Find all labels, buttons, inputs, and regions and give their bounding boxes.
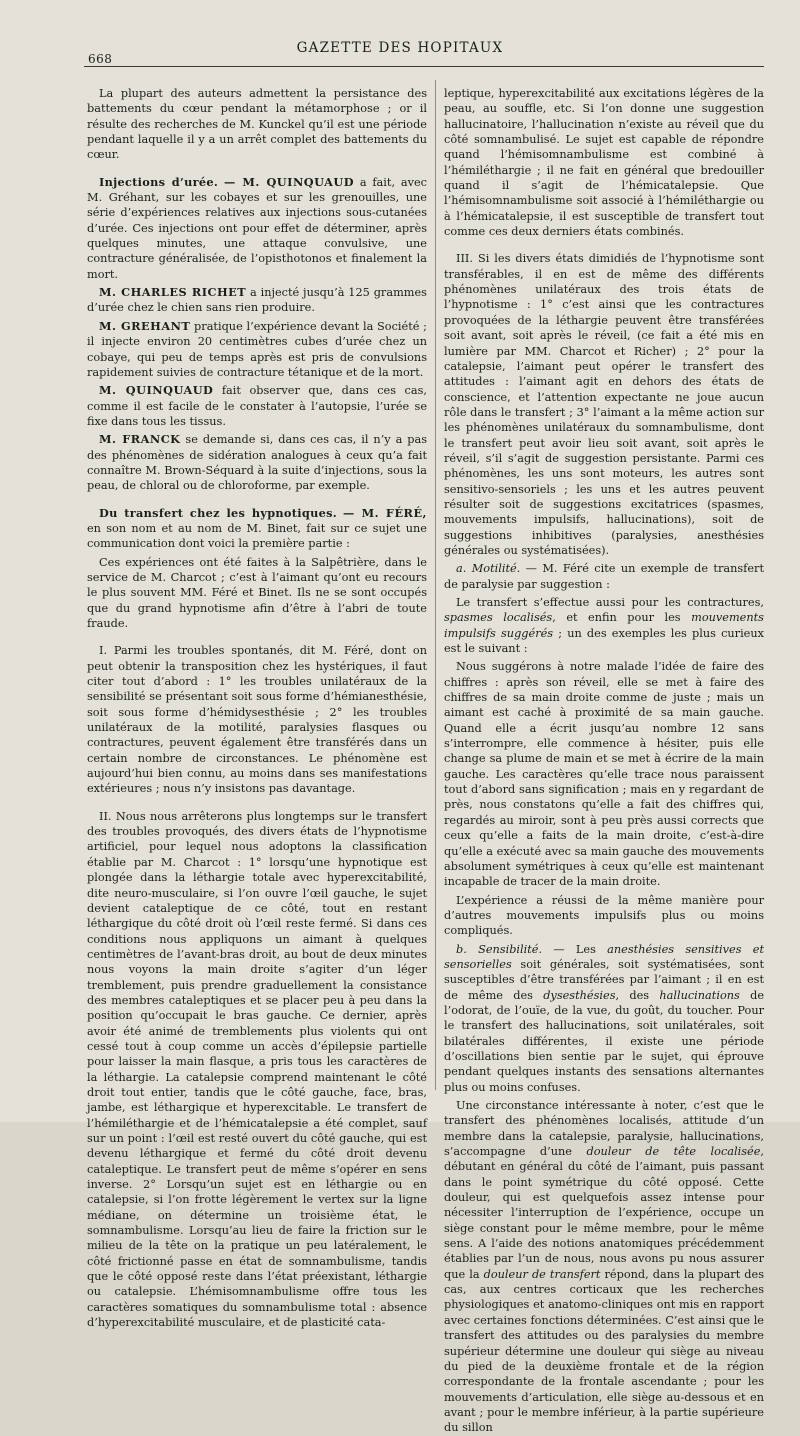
italic-term: mouvements impulsifs suggérés — [444, 611, 764, 640]
paragraph — [87, 175, 427, 282]
paragraph-text: en son nom et au nom de M. Binet, fait sur ce sujet une communication dont voici la première partie : — [87, 521, 427, 551]
paragraph-text: pratique l’expérience devant la Société ; il injecte environ 20 centimètres cubes d’urée chez un cobaye, qui peu de temps après est pris de convulsions rapidement suivies de contracture tétanique et de la mort. — [87, 319, 427, 379]
italic-term: dysesthésies — [543, 988, 616, 1002]
paragraph: II. Nous nous arrêterons plus longtemps sur le transfert des troubles provoqués, des divers états de l’hypnotisme artificiel, pour lequel nous adoptons la classification établie par M. Charcot : 1° lorsqu’une hypnotique est plongée dans la léthargie totale avec hyperexcitabilité, dite neuro-musculaire, si l’on ouvre l’œil gauche, le sujet devient cataleptique de ce côté, tout en restant léthargique du côté droit où l’œil reste fermé. Si dans ces conditions nous appliquons un aimant à quelques centimètres de l’avant-bras droit, au bout de deux minutes nous voyons la main droite s’agiter d’un léger tremblement, puis prendre graduellement la consistance des membres cataleptiques et se placer peu à peu dans la position qu’occupait le bras gauche. Ce dernier, après avoir été animé de tremblements plus violents qui ont cessé tout à coup comme un accès d’épilepsie partielle pour laisser la main flasque, a pris tous les caractères de la léthargie. La catalepsie comprend maintenant le côté droit tout entier, tandis que le côté gauche, face, bras, jambe, est léthargique et hyperexcitable. Le transfert de l’hémiléthargie et de l’hémicatalepsie a été complet, sauf sur un point : l’œil est resté ouvert du côté gauche, qui est devenu léthargique et fermé du côté droit devenu cataleptique. Le transfert peut de même s’opérer en sens inverse. 2° Lorsqu’un sujet est en léthargie ou en catalepsie, si l’on frotte légèrement le vertex sur la ligne médiane, on détermine un troisième état, le somnambulisme. Lorsqu’au lieu de faire la friction sur le milieu de la tête on la pratique un peu latéralement, le côté frictionné passe en état de somnambulisme, tandis que le côté opposé reste dans l’état préexistant, léthargie ou catalepsie. L’hémisomnambulisme offre tous les caractères somatiques du somnambulisme total : absence d’hyperexcitabilité musculaire, et de plasticité cata- — [87, 809, 427, 1330]
paragraph: Ces expériences ont été faites à la Salpêtrière, dans le service de M. Charcot ; c’est à l’aimant qu’ont eu recours le plus souvent MM. Féré et Binet. Ils ne se sont occupés que du grand hypnotisme afin d’être à l’abri de toute fraude. — [87, 555, 427, 630]
paragraph-text: , et enfin pour les — [552, 611, 692, 625]
subsection-label: a. Motilité. — [456, 562, 521, 576]
italic-term: hallucinations — [659, 988, 740, 1002]
paragraph: I. Parmi les troubles spontanés, dit M. Féré, dont on peut obtenir la transposition chez les hystériques, il faut citer tout d’abord : 1° les troubles unilatéraux de la sensibilité se présentant soit sous forme d’hémianesthésie, soit sous forme d’hémidysesthésie ; 2° les troubles unilatéraux de la motilité, paralysies flasques ou contractures, peuvent également être transférés dans un certain nombre de circonstances. Le phénomène est aujourd’hui bien connu, au moins dans ses manifestations extérieures ; nous n’y insistons pas davantage. — [87, 644, 427, 796]
paragraph-text: de l’odorat, de l’ouïe, de la vue, du goût, du toucher. Pour le transfert des hallucinations, soit unilatérales, soit bilatérales différentes, il existe une période d’oscillations bien sentie par le sujet, qui éprouve pendant quelques instants des sensations alternantes plus ou moins confuses. — [444, 988, 765, 1094]
paragraph-text: , débutant en général du côté de l’aimant, puis passant dans le point symétrique du côté opposé. Cette douleur, qui est quelquefois assez intense pour nécessiter l’interruption de l’expérience, occupe un siège constant pour le même membre, pour le même sens. A l’aide des notions anatomiques précédemment établies par l’un de nous, nous avons pu nous assurer que la — [444, 1145, 765, 1281]
author-name: M. FRANCK — [99, 432, 181, 447]
italic-term: spasmes localisés — [444, 611, 553, 625]
column-divider — [435, 80, 436, 1090]
paragraph — [87, 383, 427, 429]
paragraph — [87, 432, 427, 493]
paragraph — [444, 561, 764, 592]
italic-term: douleur de transfert — [483, 1267, 601, 1281]
author-name: — M. FÉRÉ, — [342, 505, 427, 520]
paragraph — [87, 506, 427, 552]
section-heading: Du transfert chez les hypnotiques. — [99, 505, 337, 520]
section-heading: Injections d’urée. — [99, 174, 219, 189]
paragraph-text: — Les — [542, 942, 608, 956]
paragraph: leptique, hyperexcitabilité aux excitations légères de la peau, au souffle, etc. Si l’on donne une suggestion hallucinatoire, l’hallucination n’existe au réveil que du côté somnambulisé. Le sujet est capable de répondre quand l’hémisomnambulisme est combiné à l’hémiléthargie ; il ne fait en général que bredouiller quand il s’agit de l’hémicatalepsie. Que l’hémisomnambulisme soit associé à l’hémiléthargie ou à l’hémicatalepsie, il est susceptible de transfert tout comme ces deux derniers états combinés. — [444, 87, 764, 239]
paragraph — [444, 595, 764, 656]
italic-term: anesthésies sensitives et sensorielles — [444, 942, 764, 971]
right-column — [444, 76, 765, 1435]
author-name: M. CHARLES RICHET — [99, 285, 247, 300]
paragraph-text: a fait, avec M. Gréhant, sur les cobayes et sur les grenouilles, une série d’expériences relatives aux injections sous-cutanées d’urée. Ces injections ont pour effet de déterminer, après quelques minutes, une attaque convulsive, une contracture généralisée, de l’opisthotonos et finalement la mort. — [87, 175, 427, 281]
author-name: M. QUINQUAUD — [99, 383, 214, 398]
paragraph-text: soit générales, soit systématisées, sont susceptibles d’être transférées par l’aimant ; il en est de même des — [444, 957, 764, 1002]
header-rule — [84, 66, 764, 67]
paragraph-text: ; un des exemples les plus curieux est le suivant : — [444, 626, 765, 656]
paragraph — [87, 319, 427, 380]
left-column — [87, 76, 427, 1330]
paragraph-text: fait observer que, dans ces cas, comme il est facile de le constater à l’autopsie, l’urée se fixe dans tous les tissus. — [87, 384, 427, 428]
paragraph-text: a injecté jusqu’à 125 grammes d’urée chez le chien sans rien produire. — [87, 286, 427, 315]
subsection-label: b. Sensibilité. — [456, 942, 543, 956]
paragraph — [444, 1098, 764, 1436]
paragraph-text: se demande si, dans ces cas, il n’y a pas des phénomènes de sidération analogues à ceux qu’a fait connaître M. Brown-Séquard à la suite d’injections, sous la peau, de chloral ou de chloroforme, par exemple. — [87, 433, 427, 493]
paragraph: La plupart des auteurs admettent la persistance des battements du cœur pendant la métamorphose ; or il résulte des recherches de M. Kunckel qu’il est une période pendant laquelle il y a un arrêt complet des battements du cœur. — [87, 87, 427, 162]
paragraph — [444, 942, 764, 1095]
italic-term: douleur de tête localisée — [586, 1145, 761, 1159]
paragraph: L’expérience a réussi de la même manière pour d’autres mouvements impulsifs plus ou moins compliqués. — [444, 893, 764, 938]
journal-title: GAZETTE DES HOPITAUX — [296, 40, 504, 56]
paragraph-text: répond, dans la plupart des cas, aux centres corticaux que les recherches physiologiques et anatomo-cliniques ont mis en rapport avec certaines fonctions déterminées. C’est ainsi que le transfert des attitudes ou des paralysies du membre supérieur détermine une douleur qui siège au niveau du pied de la deuxième frontale et de la région correspondante de la frontale ascendante ; pour les mouvements d’articulation, elle siège au-dessous et en avant ; pour le membre inférieur, à la partie supérieure du sillon — [444, 1267, 765, 1435]
paragraph-text: Une circonstance intéressante à noter, c’est que le transfert des phénomènes localisés, attitude d’un membre dans la catalepsie, paralysie, hallucinations, s’accompagne d’une — [444, 1099, 764, 1159]
paragraph-text: , des — [615, 988, 660, 1002]
author-name: — M. QUINQUAUD — [223, 174, 355, 189]
paragraph-text: — M. Féré cite un exemple de transfert de paralysie par suggestion : — [444, 562, 764, 591]
paragraph — [87, 285, 427, 316]
author-name: M. GREHANT — [99, 318, 191, 333]
paragraph: Nous suggérons à notre malade l’idée de faire des chiffres : après son réveil, elle se met à faire des chiffres de sa main droite comme de juste ; mais un aimant est caché à proximité de sa main gauche. Quand elle a écrit jusqu’au nombre 12 sans s’interrompre, elle commence à hésiter, puis elle change sa plume de main et se met à écrire de la main gauche. Les caractères qu’elle trace nous paraissent tout d’abord sans signification ; mais en y regardant de près, nous constatons qu’elle a fait des chiffres qui, regardés au miroir, sont à peu près aussi corrects que ceux qu’elle a faits de la main droite, c’est-à-dire qu’elle a exécuté avec sa main gauche des mouvements absolument symétriques à ceux qu’elle est maintenant incapable de tracer de la main droite. — [444, 660, 764, 889]
paragraph-text: Le transfert s’effectue aussi pour les contractures, — [456, 596, 764, 609]
paragraph: III. Si les divers états dimidiés de l’hypnotisme sont transférables, il en est de même des différents phénomènes unilatéraux des trois états de l’hypnotisme : 1° c’est ainsi que les contractures provoquées de la léthargie peuvent être transférées soit avant, soit après le réveil, (ce fait a été mis en lumière par MM. Charcot et Richer) ; 2° pour la catalepsie, l’aimant peut opérer le transfert des attitudes : l’aimant agit en dehors des états de conscience, et l’attention expectante ne joue aucun rôle dans le transfert ; 3° l’aimant a la même action sur les phénomènes unilatéraux du somnambulisme, dont le transfert peut avoir lieu soit avant, soit après le réveil, s’il s’agit de suggestion persistante. Parmi ces phénomènes, les uns sont moteurs, les autres sont sensitivo-sensoriels ; les uns et les autres peuvent résulter soit de suggestions excitatrices (spasmes, mouvements impulsifs, hallucinations), soit de suggestions inhibitives (paralysies, anesthésies générales ou systématisées). — [444, 252, 764, 557]
page-number: 668 — [88, 52, 113, 66]
